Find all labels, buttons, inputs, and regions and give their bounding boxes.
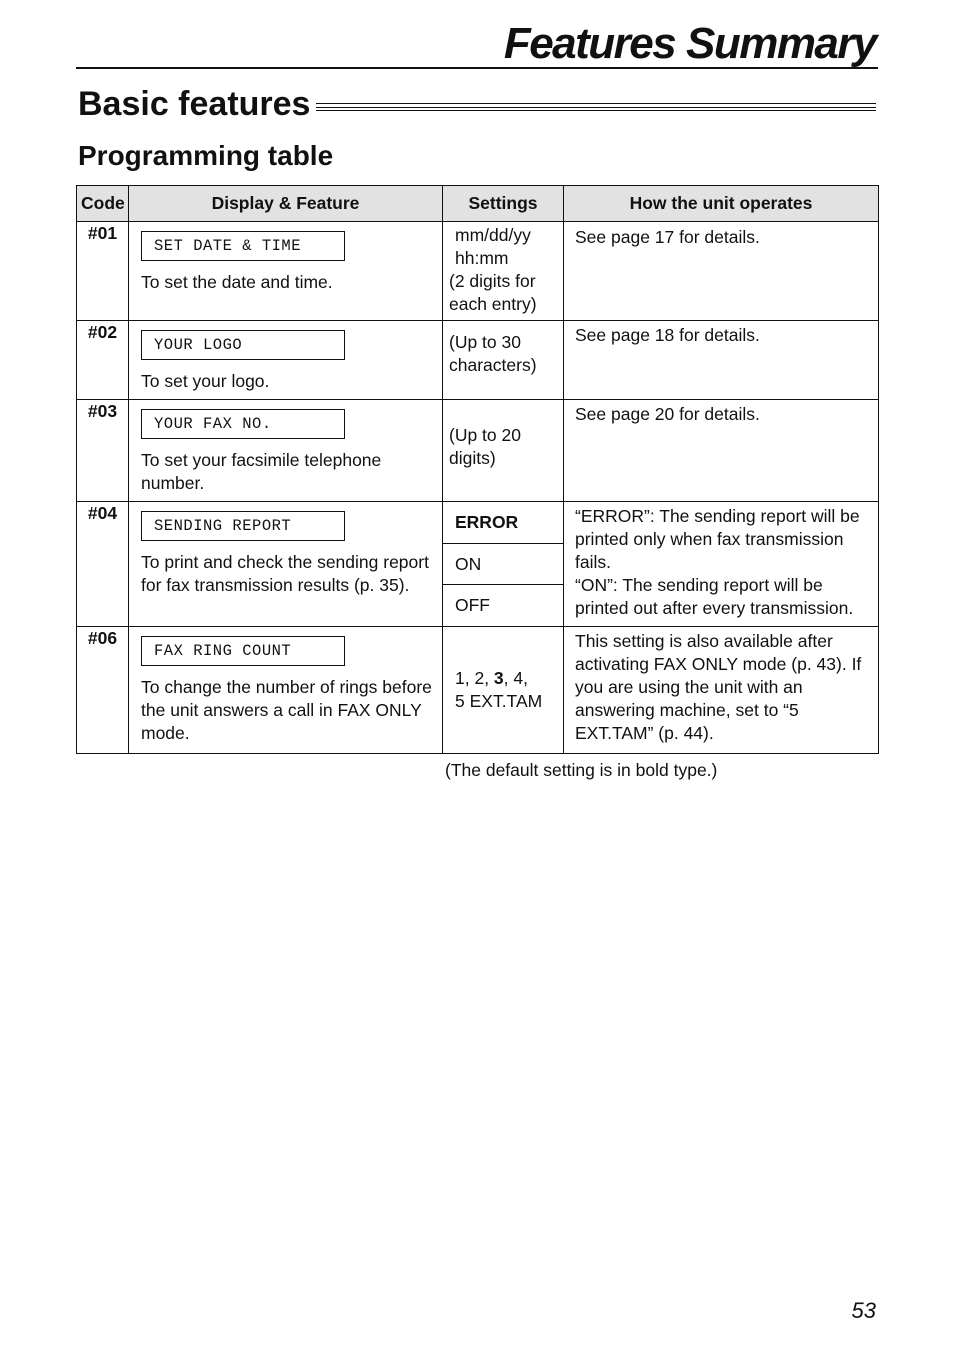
- how-cell: See page 18 for details.: [564, 321, 879, 400]
- table-row: [77, 502, 879, 627]
- feature-cell: [129, 502, 443, 627]
- section-title: Basic features: [78, 85, 311, 123]
- settings-value-default: 3: [493, 668, 504, 688]
- column-header-how-unit-operates: How the unit operates: [564, 186, 879, 222]
- settings-line: hh:mm: [455, 248, 509, 268]
- feature-code: #06: [77, 627, 129, 754]
- feature-code: #04: [77, 502, 129, 627]
- settings-line: (2 digits for: [449, 271, 536, 291]
- lcd-display: FAX RING COUNT: [141, 636, 345, 666]
- settings-value: , 4,: [503, 668, 528, 688]
- feature-description: To set your facsimile telephone number.: [141, 450, 382, 493]
- table-header-row: [77, 186, 879, 222]
- how-cell: This setting is also available after activating FAX ONLY mode (p. 43). If you are using the unit with an answering machine, set to “5 EXT.TAM” (p. 44).: [564, 627, 879, 754]
- settings-cell: [443, 222, 564, 321]
- settings-line: digits): [449, 448, 496, 468]
- default-setting-note: (The default setting is in bold type.): [445, 760, 718, 780]
- feature-cell: [129, 400, 443, 502]
- programming-table: [76, 185, 879, 754]
- how-cell: [564, 502, 879, 627]
- settings-line: (Up to 20: [449, 425, 521, 445]
- feature-cell: [129, 222, 443, 321]
- feature-description: To print and check the sending report for fax transmission results (p. 35).: [141, 552, 429, 595]
- settings-option-default: ERROR: [455, 511, 519, 532]
- table-row: [77, 627, 879, 754]
- lcd-display: YOUR LOGO: [141, 330, 345, 360]
- settings-options-cell: [443, 502, 564, 627]
- page-header-title: Features Summary: [503, 19, 876, 68]
- feature-cell: [129, 627, 443, 754]
- how-cell: See page 17 for details.: [564, 222, 879, 321]
- settings-line: (Up to 30: [449, 332, 521, 352]
- table-row: [77, 400, 879, 502]
- settings-options: [443, 502, 563, 626]
- settings-option: OFF: [443, 584, 563, 626]
- lcd-display: YOUR FAX NO.: [141, 409, 345, 439]
- column-header-settings: Settings: [443, 186, 564, 222]
- how-cell: See page 20 for details.: [564, 400, 879, 502]
- table-row: [77, 321, 879, 400]
- settings-line: mm/dd/yy: [455, 225, 531, 245]
- settings-cell: [443, 321, 564, 400]
- feature-code: #03: [77, 400, 129, 502]
- feature-cell: [129, 321, 443, 400]
- column-header-display-feature: Display & Feature: [129, 186, 443, 222]
- feature-description: To change the number of rings before the unit answers a call in FAX ONLY mode.: [141, 677, 432, 743]
- settings-line: each entry): [449, 294, 537, 314]
- how-paragraph: “ERROR”: The sending report will be printed only when fax transmission fails.: [575, 506, 860, 572]
- settings-option: ON: [443, 543, 563, 585]
- settings-line: [455, 667, 557, 690]
- feature-code: #01: [77, 222, 129, 321]
- table-row: [77, 222, 879, 321]
- settings-line: characters): [449, 355, 537, 375]
- settings-value: 1, 2,: [455, 668, 494, 688]
- column-header-code: Code: [77, 186, 129, 222]
- header-rule: [76, 67, 878, 69]
- section-title-rule: [316, 103, 876, 113]
- feature-description: To set the date and time.: [141, 272, 333, 292]
- feature-description: To set your logo.: [141, 371, 270, 391]
- page-number: 53: [851, 1298, 876, 1323]
- subsection-title: Programming table: [78, 140, 334, 171]
- settings-line: 5 EXT.TAM: [455, 691, 543, 711]
- lcd-display: SET DATE & TIME: [141, 231, 345, 261]
- how-paragraph: “ON”: The sending report will be printed out after every transmission.: [575, 575, 854, 618]
- feature-code: #02: [77, 321, 129, 400]
- lcd-display: SENDING REPORT: [141, 511, 345, 541]
- settings-cell: [443, 400, 564, 502]
- settings-cell: [443, 627, 564, 754]
